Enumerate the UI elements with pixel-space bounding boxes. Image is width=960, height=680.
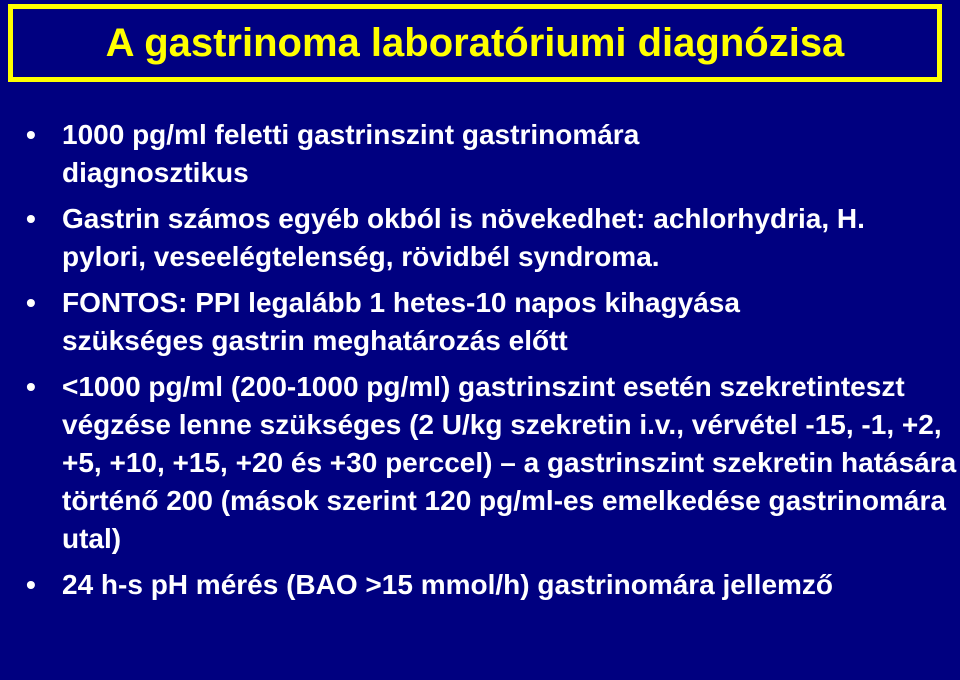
bullet-list	[26, 116, 957, 612]
bullet-item	[26, 284, 882, 360]
bullet-dot-icon: •	[26, 371, 36, 402]
bullet-dot-icon: •	[26, 569, 36, 600]
bullet-text: FONTOS: PPI legalább 1 hetes-10 napos kihagyása szükséges gastrin meghatározás előtt	[62, 287, 740, 356]
title-frame	[8, 4, 942, 82]
bullet-dot-icon: •	[26, 203, 36, 234]
bullet-text: 24 h-s pH mérés (BAO >15 mmol/h) gastrinomára jellemző	[62, 569, 834, 600]
bullet-text: Gastrin számos egyéb okból is növekedhet: achlorhydria, H. pylori, veseelégtelenség, rövidbél syndroma.	[62, 203, 865, 272]
bullet-text: 1000 pg/ml feletti gastrinszint gastrinomára diagnosztikus	[62, 119, 640, 188]
bullet-item	[26, 200, 882, 276]
slide-title: A gastrinoma laboratóriumi diagnózisa	[105, 20, 845, 65]
bullet-dot-icon: •	[26, 119, 36, 150]
bullet-dot-icon: •	[26, 287, 36, 318]
bullet-item	[26, 566, 882, 604]
bullet-item	[26, 116, 782, 192]
bullet-item	[26, 368, 957, 558]
bullet-text: <1000 pg/ml (200-1000 pg/ml) gastrinszint esetén szekretinteszt végzése lenne szükséges (2 U/kg szekretin i.v., vérvétel -15, -1, +2, +5, +10, +15, +20 és +30 perccel) – a gastrinszint szekretin hatására történő 200 (mások szerint 120 pg/ml-es emelkedése gastrinomára utal)	[62, 371, 957, 554]
